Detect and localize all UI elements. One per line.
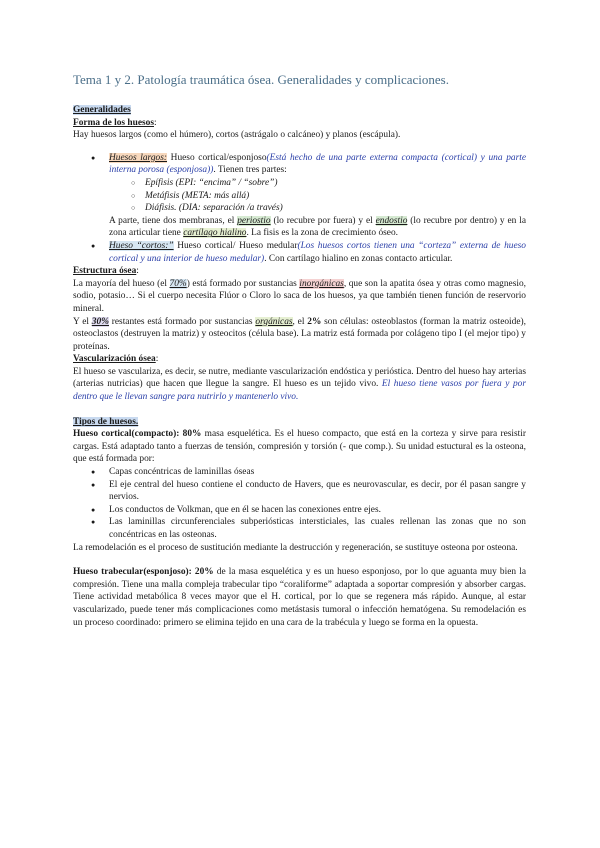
huesos-cortos-lead: Hueso cortical/ Hueso medular [173,240,298,251]
huesos-largos-label: Huesos largos: [109,152,168,163]
periostio-term: periostio [237,215,271,226]
trabecular-label: Hueso trabecular(esponjoso): [73,567,192,578]
list-item: ● Las laminillas circunferenciales subperiósticas intersticiales, las cuales rellenan las zonas que no son concéntricas en las osteonas. [109,516,526,541]
part-diafisis: ○ Diáfisis. (DIA: separación /a través) [145,202,526,215]
list-item: ● Capas concéntricas de laminillas óseas [109,466,526,479]
vasc-note: El hueso tiene vasos por fuera y por dentro que le llevan sangre para nutrirlo y mantenerlo vivo. [73,379,526,403]
cortical-paragraph: Hueso cortical(compacto): 80% masa esquelética. Es el hueso compacto, que está en la corteza y sirve para resistir cargas. Está adaptado tanto a fuerzas de tensión, compresión y torsión (- que comp.). Su unidad estuctural es la osteona, que está formada por: [73,429,527,465]
list-item: ● El eje central del hueso contiene el conducto de Havers, que es neurovascular, es decir, por él pasan sangre y nervios. [109,479,526,504]
document-body [73,104,526,629]
tipos-heading-line [73,416,526,429]
part-metafisis: ○ Metáfisis (META: más allá) [145,190,526,203]
generalidades-heading-line [73,104,526,117]
huesos-largos-note: (Está hecho de una parte externa compacta (cortical) y una parte interna porosa (esponjosa)) [109,152,526,176]
huesos-cortos-tail: . Con cartílago hialino en zonas contacto articular. [264,253,453,264]
forma-heading-line [73,117,526,130]
forma-text: Hay huesos largos (como el húmero), cortos (astrágalo o calcáneo) y planos (escápula). [73,130,401,141]
forma-heading: Forma de los huesos [73,117,154,128]
vasc-heading-line: Vascularización ósea: [73,354,159,365]
huesos-largos-parts [109,177,526,215]
pct-70: 70% [169,278,187,289]
estructura-heading-line: Estructura ósea: [73,266,139,277]
tipos-heading: Tipos de huesos. [73,416,139,427]
huesos-cortos-label: Hueso “cortos:” [109,240,174,251]
vasc-heading: Vascularización ósea [73,354,156,365]
list-item-huesos-cortos [109,240,526,265]
osteona-list [73,466,526,542]
huesos-largos-lead: Hueso cortical/esponjoso [167,152,267,163]
membranas-paragraph: A parte, tiene dos membranas, el periostio (lo recubre por fuera) y el endostio (lo recubre por dentro) y en la zona articular tiene cartílago hialino. La fisis es la zona de crecimiento óseo. [109,215,527,239]
remodelacion-paragraph: La remodelación es el proceso de sustitución mediante la destrucción y regeneración, se sustituye osteona por osteona. [73,542,518,553]
endostio-term: endostio [375,215,408,226]
pct-30: 30% [91,316,109,327]
estructura-heading: Estructura ósea [73,266,137,277]
generalidades-heading: Generalidades [73,105,131,115]
estructura-paragraph-2: Y el 30% restantes está formado por sustancias orgánicas, el 2% son células: osteoblastos (forman la matriz osteoide), osteoclastos (destruyen la matriz) y osteocitos (célula base). La matriz está formada por colágeno tipo I (el mejor tipo) y proteínas. [73,316,526,352]
pct-2: 2% [307,316,322,327]
cortical-label: Hueso cortical(compacto): [73,429,180,440]
huesos-largos-tail: . Tienen tres partes: [213,165,287,176]
list-item: ● Los conductos de Volkman, que en él se hacen las conexiones entre ejes. [109,504,526,517]
cartilago-term: cartílago hialino [183,228,247,239]
trabecular-paragraph: Hueso trabecular(esponjoso): 20% de la masa esquelética y es un hueso esponjoso, por lo que aguanta muy bien la compresión. Tiene una malla compleja trabecular tipo “coraliforme” adaptada a soportar compresión y absorber cargas. Tiene actividad metabólica 8 veces mayor que el H. cortical, por lo que se regenera más rápido. Aunque, al estar vascularizado, puede tener más complicaciones como metástasis tumoral o infección hematógena. Su remodelación es un proceso coordinado: primero se elimina tejido en una cara de la trabécula y luego se forma en la opuesta. [73,567,526,628]
cortical-pct: 80% [182,429,202,440]
estructura-paragraph-1: La mayoría del hueso (el 70%) está formado por sustancias inorgánicas, que son la apatita ósea y otras como magnesio, sodio, potasio… Si el cuerpo necesita Flúor o Cloro lo saca de los huesos, ya que también tienen función de reservorio mineral. [73,278,527,314]
forma-list [73,152,526,265]
organicas-term: orgánicas [255,316,293,327]
list-item-huesos-largos [109,152,526,240]
huesos-cortos-note: (Los huesos cortos tienen una “corteza” externa de hueso cortical y una interior de hueso medular) [109,240,526,264]
inorganicas-term: inorgánicas [299,278,344,289]
trabecular-pct: 20% [194,567,214,578]
vasc-paragraph: El hueso se vasculariza, es decir, se nutre, mediante vascularización endóstica y perióstica. Dentro del hueso hay arterias (arterias nutricias) que hacen que llegue la sangre. El hueso es un tejido vivo. El hueso tiene vasos por fuera y por dentro que le llevan sangre para nutrirlo y mantenerlo vivo. [73,366,526,403]
part-epifisis: ○ Epífisis (EPI: “encima” / “sobre”) [145,177,526,190]
forma-colon: : [154,117,157,128]
page-title: Tema 1 y 2. Patología traumática ósea. Generalidades y complicaciones. [73,72,449,87]
